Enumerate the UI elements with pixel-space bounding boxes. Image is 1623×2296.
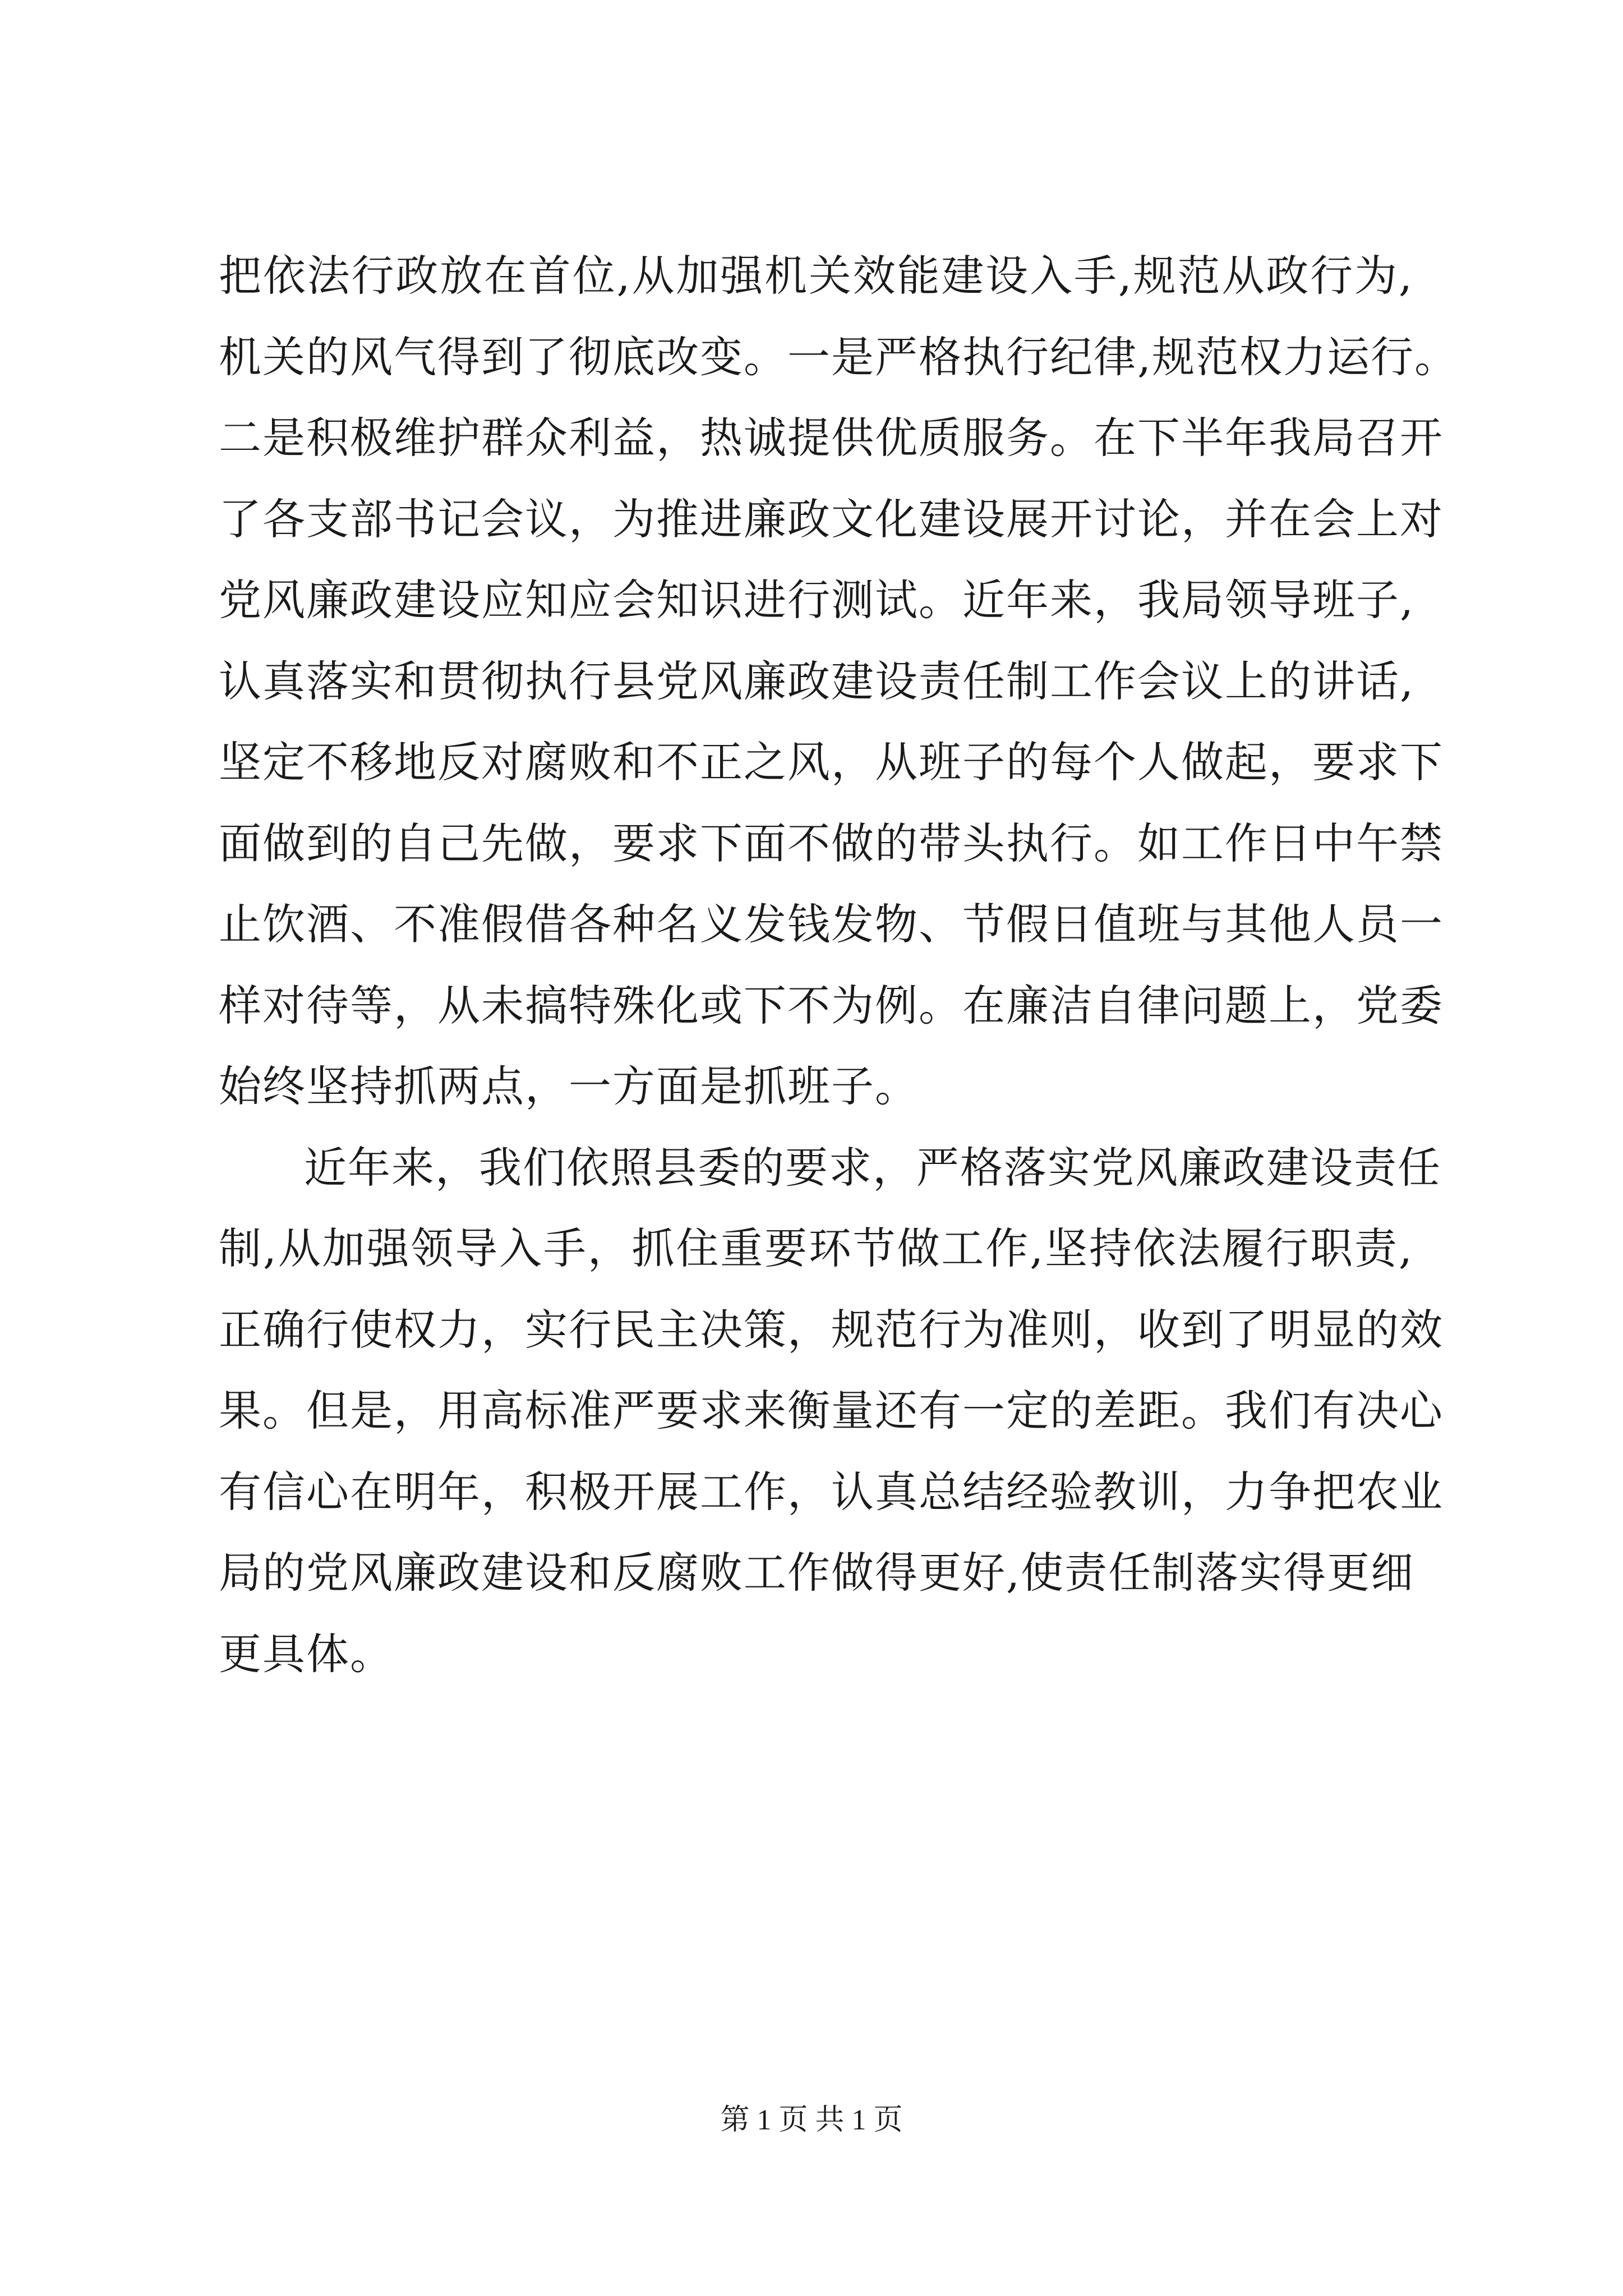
page-footer — [0, 2101, 1623, 2140]
text-line: 面做到的自己先做，要求下面不做的带头执行。如工作日中午禁 — [219, 818, 1444, 868]
text-line: 近年来，我们依照县委的要求，严格落实党风廉政建设责任 — [304, 1142, 1441, 1193]
text-line: 果。但是，用高标准严要求来衡量还有一定的差距。我们有决心 — [219, 1386, 1444, 1435]
text-line: 把依法行政放在首位,从加强机关效能建设入手,规范从政行为, — [219, 251, 1413, 301]
text-line: 了各支部书记会议，为推进廉政文化建设展开讨论，并在会上对 — [219, 494, 1444, 544]
document-body — [219, 236, 1459, 1695]
text-line: 制,从加强领导入手，抓住重要环节做工作,坚持依法履行职责, — [219, 1223, 1413, 1273]
text-line: 正确行使权力，实行民主决策，规范行为准则，收到了明显的效 — [219, 1304, 1444, 1355]
text-line: 认真落实和贯彻执行县党风廉政建设责任制工作会议上的讲话, — [219, 656, 1415, 706]
paragraph-1 — [219, 236, 1459, 1128]
text-line: 有信心在明年，积极开展工作，认真总结经验教训，力争把农业 — [219, 1466, 1444, 1517]
text-line: 二是积极维护群众利益，热诚提供优质服务。在下半年我局召开 — [219, 413, 1444, 463]
text-line: 止饮酒、不准假借各种名义发钱发物、节假日值班与其他人员一 — [219, 899, 1444, 949]
page-number-label: 第 1 页 共 1 页 — [720, 2104, 903, 2136]
text-line: 更具体。 — [219, 1628, 394, 1679]
text-line: 样对待等，从未搞特殊化或下不为例。在廉洁自律问题上，党委 — [219, 980, 1444, 1030]
text-line: 党风廉政建设应知应会知识进行测试。近年来，我局领导班子, — [219, 575, 1415, 625]
text-line: 坚定不移地反对腐败和不正之风，从班子的每个人做起，要求下 — [219, 737, 1444, 787]
text-line: 始终坚持抓两点，一方面是抓班子。 — [219, 1061, 919, 1111]
text-line: 机关的风气得到了彻底改变。一是严格执行纪律,规范权力运行。 — [219, 332, 1459, 382]
text-line: 局的党风廉政建设和反腐败工作做得更好,使责任制落实得更细 — [219, 1548, 1415, 1598]
paragraph-2 — [219, 1128, 1444, 1695]
